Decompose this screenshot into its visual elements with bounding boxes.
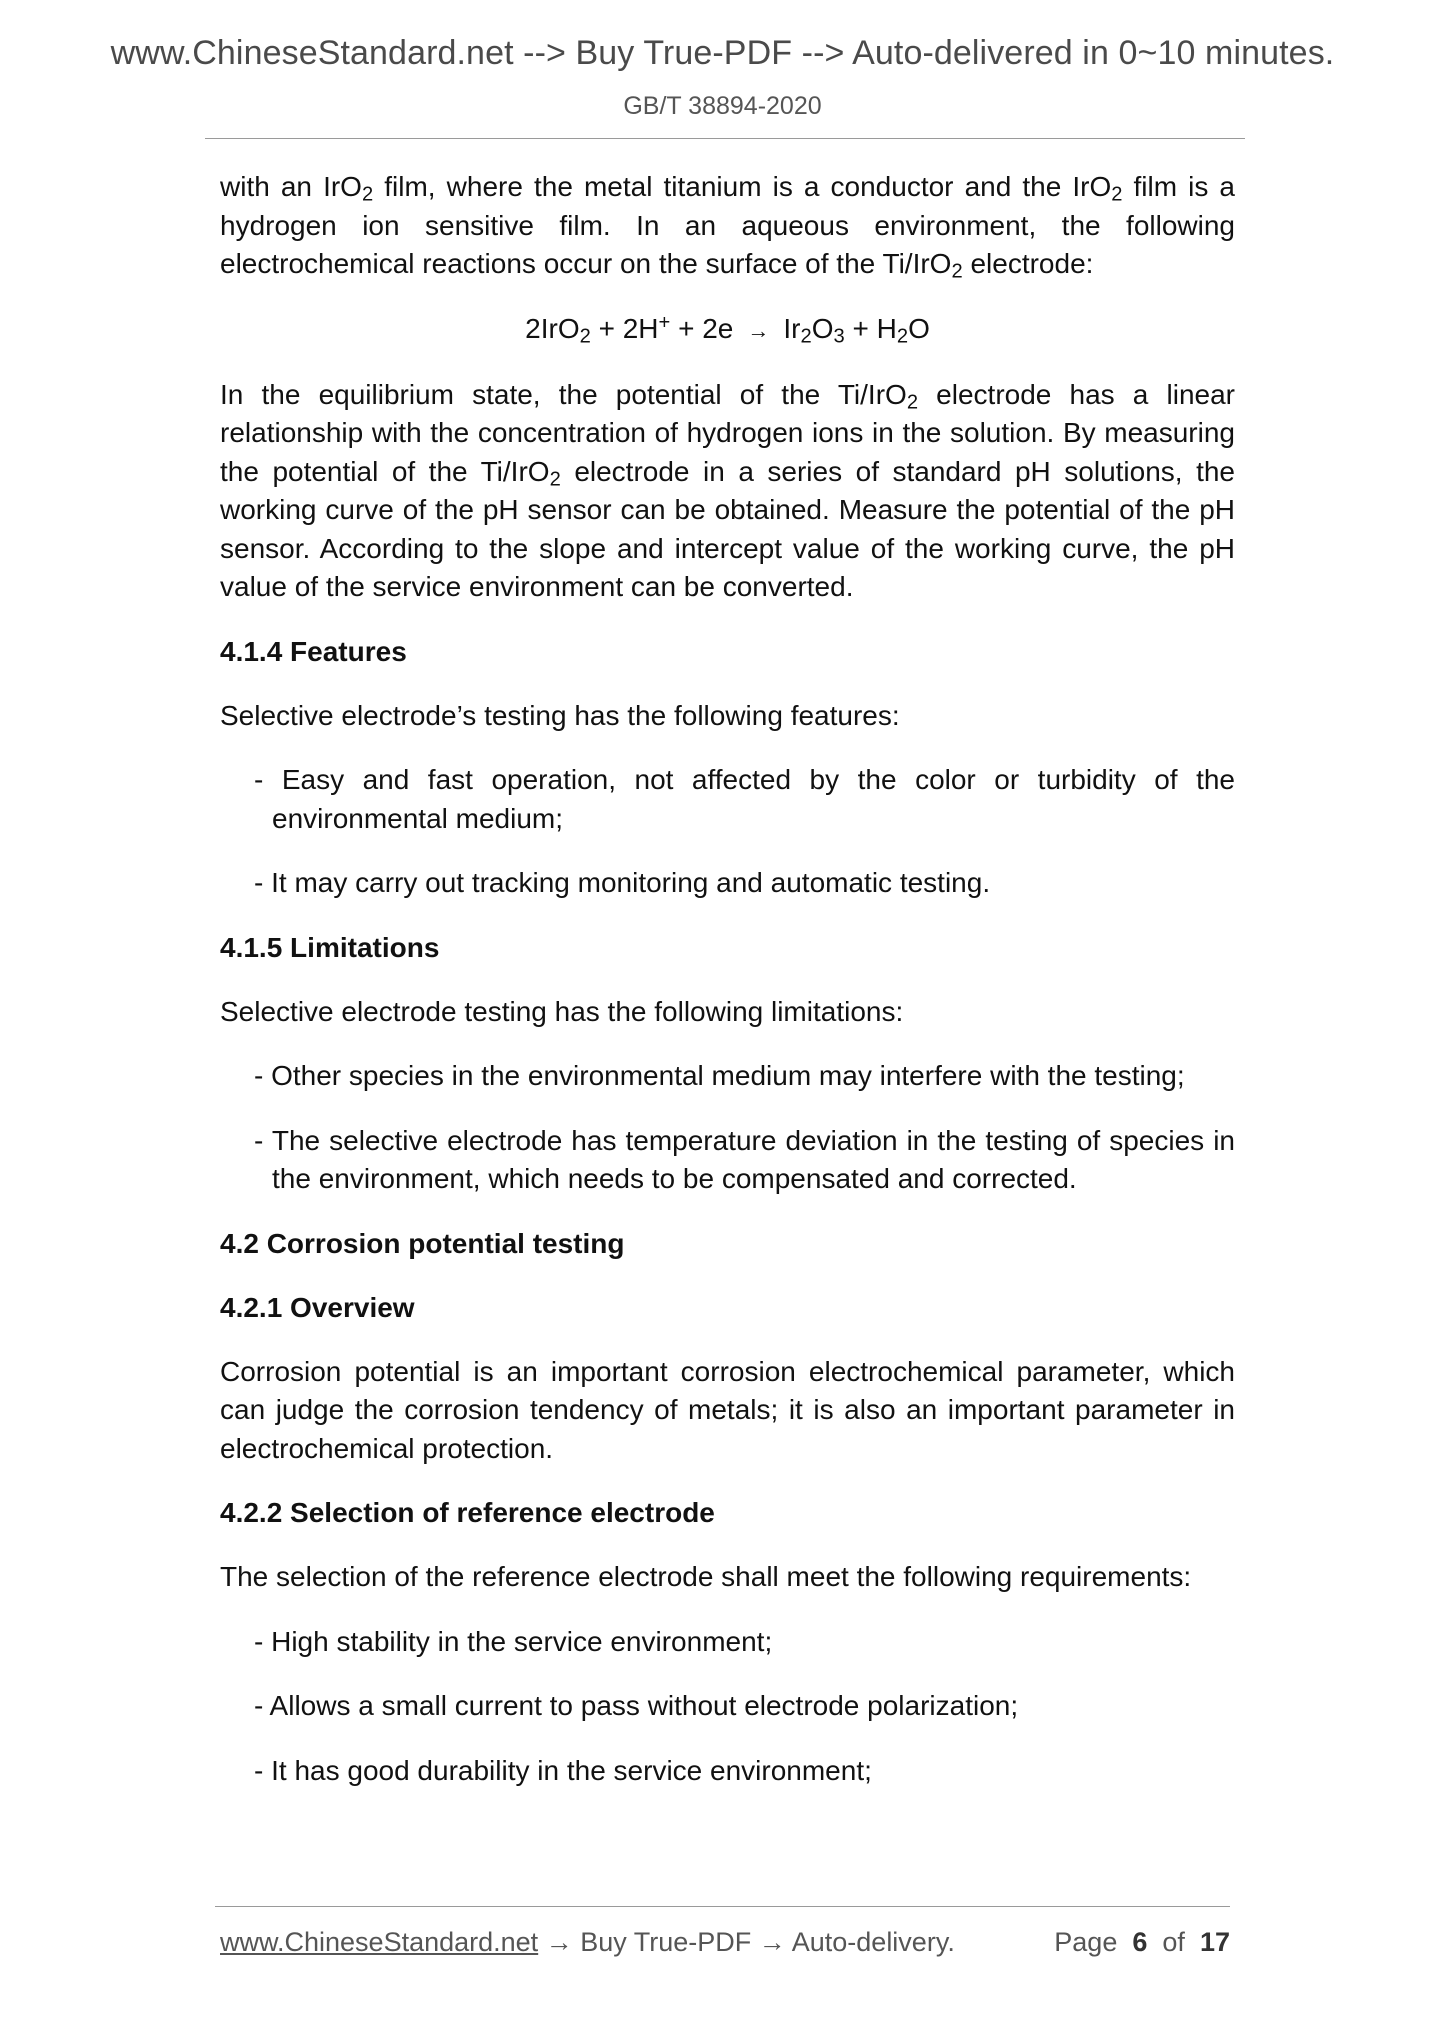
reaction-equation: $2IrO_2 + 2H^+ + 2e \to Ir_2O_3 + H_2O$	[220, 310, 1235, 350]
top-banner: www.ChineseStandard.net --> Buy True-PDF --> Auto-delivered in 0~10 minutes.	[110, 34, 1335, 72]
footer-promo-text: → Buy True-PDF → Auto-delivery.	[538, 1927, 955, 1957]
list-item: - High stability in the service environment;	[254, 1625, 773, 1657]
list-item: - Other species in the environmental medium may interfere with the testing;	[254, 1060, 1185, 1091]
heading-overview: 4.2.1 Overview	[220, 1291, 415, 1323]
heading-reference-electrode: 4.2.2 Selection of reference electrode	[220, 1497, 715, 1528]
list-item: - Easy and fast operation, not affected by the color or turbidity of the environmental medium;	[254, 764, 1235, 834]
reference-intro: The selection of the reference electrode shall meet the following requirements:	[220, 1561, 1192, 1592]
footer-website-link[interactable]: www.ChineseStandard.net	[220, 1927, 539, 1957]
standard-code: GB/T 38894-2020	[623, 92, 822, 120]
list-item: - It may carry out tracking monitoring and automatic testing.	[254, 867, 991, 898]
arrow-icon: →	[747, 317, 770, 343]
paragraph-equilibrium: In the equilibrium state, the potential of the Ti/IrO$_2$ electrode has a linear relationship with the concentration of hydrogen ions in the solution. By measuring the potential of the Ti/IrO$_2$ electrode in a series of standard pH solutions, the working curve of the pH sensor can be obtained. Measure the potential of the pH sensor. According to the slope and intercept value of the working curve, the pH value of the service environment can be converted.	[220, 378, 1236, 602]
footer-divider	[215, 1906, 1230, 1907]
paragraph-overview: Corrosion potential is an important corrosion electrochemical parameter, which can judge the corrosion tendency of metals; it is also an important parameter in electrochemical protection.	[220, 1355, 1235, 1464]
total-pages: 17	[1199, 1927, 1230, 1957]
page-indicator: Page 6 of 17	[1054, 1927, 1230, 1957]
header-divider	[205, 138, 1245, 139]
current-page: 6	[1132, 1927, 1148, 1957]
limitations-intro: Selective electrode testing has the following limitations:	[220, 995, 904, 1027]
heading-limitations: 4.1.5 Limitations	[220, 931, 440, 963]
list-item: - Allows a small current to pass without electrode polarization;	[254, 1690, 1019, 1721]
heading-corrosion-potential: 4.2 Corrosion potential testing	[220, 1227, 625, 1259]
paragraph-iro2-film: with an IrO$_2$ film, where the metal titanium is a conductor and the IrO$_2$ film is a hydrogen ion sensitive film. In an aqueous environment, the following electrochemical reactions occur on the surface of the Ti/IrO$_2$ electrode:	[220, 171, 1235, 283]
document-body	[220, 168, 1235, 1816]
list-item: - The selective electrode has temperature deviation in the testing of species in the environment, which needs to be compensated and corrected.	[254, 1124, 1235, 1194]
heading-features: 4.1.4 Features	[220, 635, 407, 667]
features-intro: Selective electrode’s testing has the following features:	[220, 699, 900, 731]
list-item: - It has good durability in the service environment;	[254, 1754, 872, 1786]
footer-promo	[220, 1927, 955, 1958]
